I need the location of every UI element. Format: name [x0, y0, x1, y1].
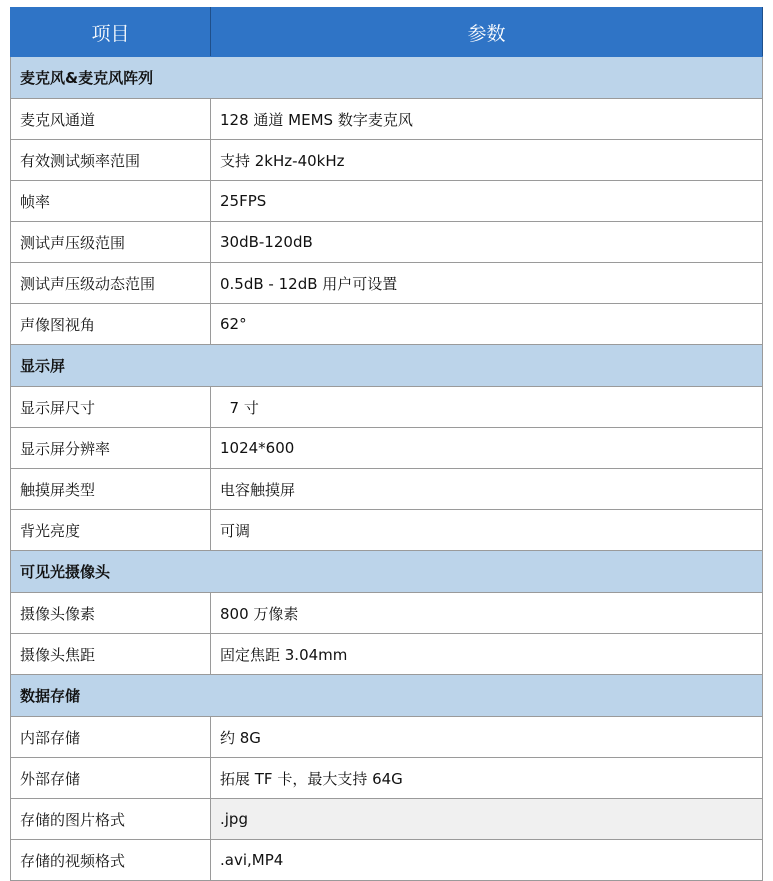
row-item: 背光亮度: [11, 510, 211, 551]
table-row: [11, 263, 763, 304]
row-item: 帧率: [11, 181, 211, 222]
row-item: 有效测试频率范围: [11, 140, 211, 181]
section-row: [11, 345, 763, 387]
row-value: 62°: [211, 304, 763, 345]
row-value: 1024*600: [211, 428, 763, 469]
row-value: 可调: [211, 510, 763, 551]
row-item: 外部存储: [11, 758, 211, 799]
row-value: 拓展 TF 卡，最大支持 64G: [211, 758, 763, 799]
section-row: [11, 675, 763, 717]
row-value: 25FPS: [211, 181, 763, 222]
row-value: .jpg: [211, 799, 763, 840]
spec-table: [10, 7, 763, 881]
row-value: 支持 2kHz-40kHz: [211, 140, 763, 181]
table-row: [11, 469, 763, 510]
table-row: [11, 799, 763, 840]
table-header-row: [11, 8, 763, 57]
row-value: 7 寸: [211, 387, 763, 428]
row-value: .avi,MP4: [211, 840, 763, 881]
section-title: 麦克风&麦克风阵列: [11, 57, 763, 99]
row-value: 800 万像素: [211, 593, 763, 634]
table-row: [11, 99, 763, 140]
row-item: 存储的图片格式: [11, 799, 211, 840]
table-row: [11, 222, 763, 263]
header-param: 参数: [211, 8, 763, 57]
row-item: 显示屏尺寸: [11, 387, 211, 428]
table-row: [11, 593, 763, 634]
header-item: 项目: [11, 8, 211, 57]
section-row: [11, 57, 763, 99]
section-title: 可见光摄像头: [11, 551, 763, 593]
row-item: 内部存储: [11, 717, 211, 758]
row-value: 30dB-120dB: [211, 222, 763, 263]
table-row: [11, 140, 763, 181]
row-item: 测试声压级范围: [11, 222, 211, 263]
row-value: 约 8G: [211, 717, 763, 758]
table-row: [11, 304, 763, 345]
row-item: 摄像头焦距: [11, 634, 211, 675]
table-row: [11, 758, 763, 799]
row-value: 固定焦距 3.04mm: [211, 634, 763, 675]
row-item: 显示屏分辨率: [11, 428, 211, 469]
section-title: 显示屏: [11, 345, 763, 387]
row-item: 存储的视频格式: [11, 840, 211, 881]
row-item: 摄像头像素: [11, 593, 211, 634]
table-row: [11, 717, 763, 758]
row-value: 0.5dB - 12dB 用户可设置: [211, 263, 763, 304]
section-title: 数据存储: [11, 675, 763, 717]
row-item: 麦克风通道: [11, 99, 211, 140]
table-row: [11, 634, 763, 675]
row-item: 触摸屏类型: [11, 469, 211, 510]
table-row: [11, 428, 763, 469]
section-row: [11, 551, 763, 593]
row-value: 电容触摸屏: [211, 469, 763, 510]
table-row: [11, 387, 763, 428]
row-value: 128 通道 MEMS 数字麦克风: [211, 99, 763, 140]
row-item: 测试声压级动态范围: [11, 263, 211, 304]
table-row: [11, 181, 763, 222]
row-item: 声像图视角: [11, 304, 211, 345]
table-row: [11, 510, 763, 551]
table-row: [11, 840, 763, 881]
